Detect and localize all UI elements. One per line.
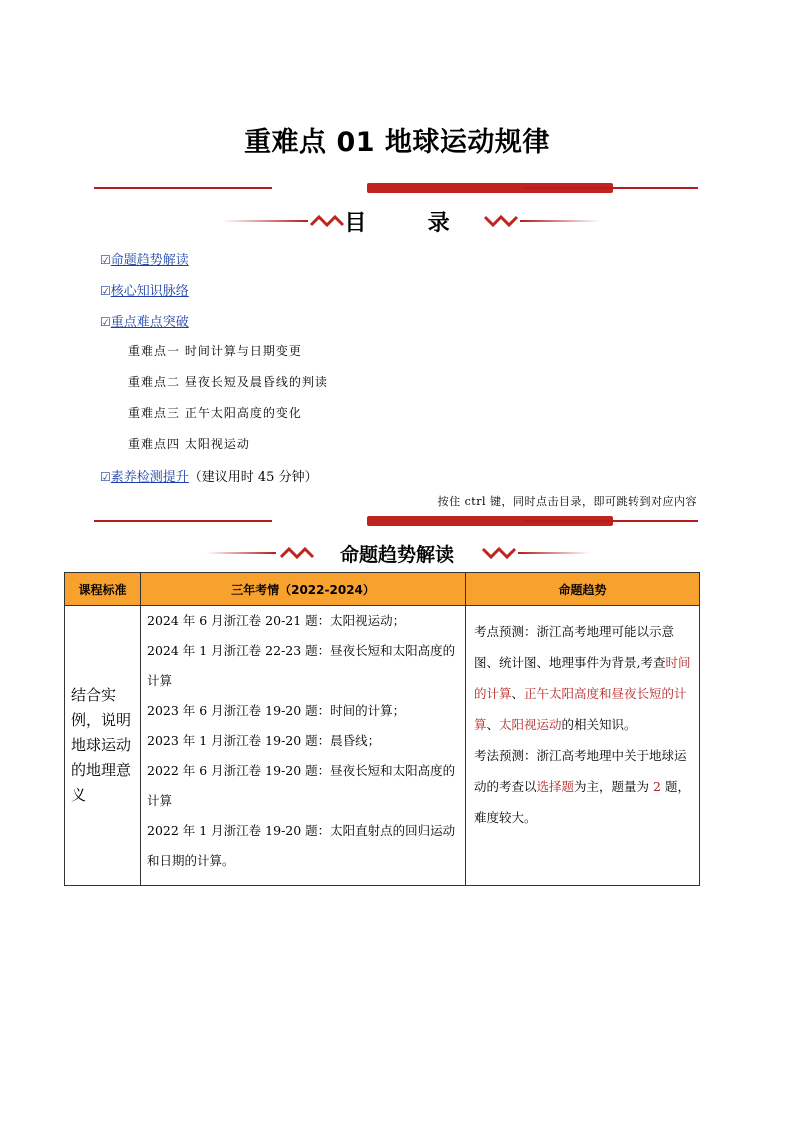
- table-row: [65, 606, 700, 886]
- toc-sub-item-3[interactable]: 重难点三 正午太阳高度的变化: [128, 406, 302, 420]
- toc-link-knowledge[interactable]: 核心知识脉络: [110, 284, 189, 299]
- trend-highlight: 正午太阳高度和昼夜长短的计算: [474, 686, 687, 732]
- toc-item-trend[interactable]: [100, 249, 189, 268]
- checkbox-icon: ☑: [100, 470, 111, 484]
- ctrl-click-hint: 按住 ctrl 键，同时点击目录，即可跳转到对应内容: [437, 495, 697, 508]
- exam-item: 2024 年 1 月浙江卷 22-23 题：昼夜长短和太阳高度的计算: [147, 643, 456, 688]
- toc-sub-item-4[interactable]: 重难点四 太阳视运动: [128, 437, 250, 451]
- trend-text: 考点预测：浙江高考地理可能以示意图、统计图、地理事件为背景,考查: [474, 624, 675, 670]
- exam-item: 2022 年 1 月浙江卷 19-20 题：太阳直射点的回归运动和日期的计算。: [147, 823, 456, 868]
- trend-text: 、: [486, 717, 500, 732]
- checkbox-icon: ☑: [100, 253, 111, 267]
- toc-item-key-points[interactable]: [100, 311, 189, 330]
- trend-text: 的相关知识。: [561, 717, 637, 732]
- exam-item: 2022 年 6 月浙江卷 19-20 题：昼夜长短和太阳高度的计算: [147, 763, 456, 808]
- section-heading: 命题趋势解读: [339, 544, 454, 566]
- trend-text: 、: [511, 686, 525, 701]
- trend-table: [64, 572, 700, 886]
- toc-sub-item-1[interactable]: 重难点一 时间计算与日期变更: [128, 344, 302, 358]
- exam-history-cell: [141, 606, 466, 886]
- page-title: 重难点 01 地球运动规律: [244, 127, 550, 158]
- trend-text: 题，难度较大。: [474, 779, 690, 825]
- toc-heading: 目 录: [344, 211, 450, 236]
- toc-link-key-points[interactable]: 重点难点突破: [110, 315, 189, 330]
- trend-text: 为主，题量为: [574, 779, 654, 794]
- trend-text: 考法预测：浙江高考地理中关于地球运动的考查以: [474, 748, 687, 794]
- trend-point-prediction: [474, 616, 691, 740]
- toc-link-assessment[interactable]: 素养检测提升: [110, 470, 189, 485]
- trend-highlight: 时间的计算: [474, 655, 691, 701]
- toc-sub-item-2[interactable]: 重难点二 昼夜长短及晨昏线的判读: [128, 375, 328, 389]
- checkbox-icon: ☑: [100, 284, 111, 298]
- header-trend: 命题趋势: [466, 573, 700, 606]
- table-header-row: [65, 573, 700, 606]
- title-divider: [94, 183, 698, 193]
- toc-link-trend[interactable]: 命题趋势解读: [110, 253, 189, 268]
- trend-highlight: 太阳视运动: [499, 717, 562, 732]
- header-curriculum: 课程标准: [65, 573, 141, 606]
- toc-item-assessment[interactable]: [100, 466, 318, 485]
- header-exam-history: 三年考情（2022-2024）: [141, 573, 466, 606]
- exam-item: 2023 年 1 月浙江卷 19-20 题：晨昏线；: [147, 733, 381, 748]
- curriculum-standard: 结合实例，说明地球运动的地理意义: [65, 606, 141, 886]
- toc-time-note: （建议用时 45 分钟）: [188, 470, 318, 485]
- checkbox-icon: ☑: [100, 315, 111, 329]
- section-divider: [94, 516, 698, 526]
- trend-highlight: 选择题: [536, 779, 575, 794]
- exam-item: 2023 年 6 月浙江卷 19-20 题：时间的计算；: [147, 703, 406, 718]
- trend-highlight: 2: [653, 779, 661, 794]
- toc-item-knowledge[interactable]: [100, 280, 189, 299]
- trend-cell: [466, 606, 700, 886]
- trend-method-prediction: [474, 740, 691, 833]
- exam-item: 2024 年 6 月浙江卷 20-21 题：太阳视运动；: [147, 613, 406, 628]
